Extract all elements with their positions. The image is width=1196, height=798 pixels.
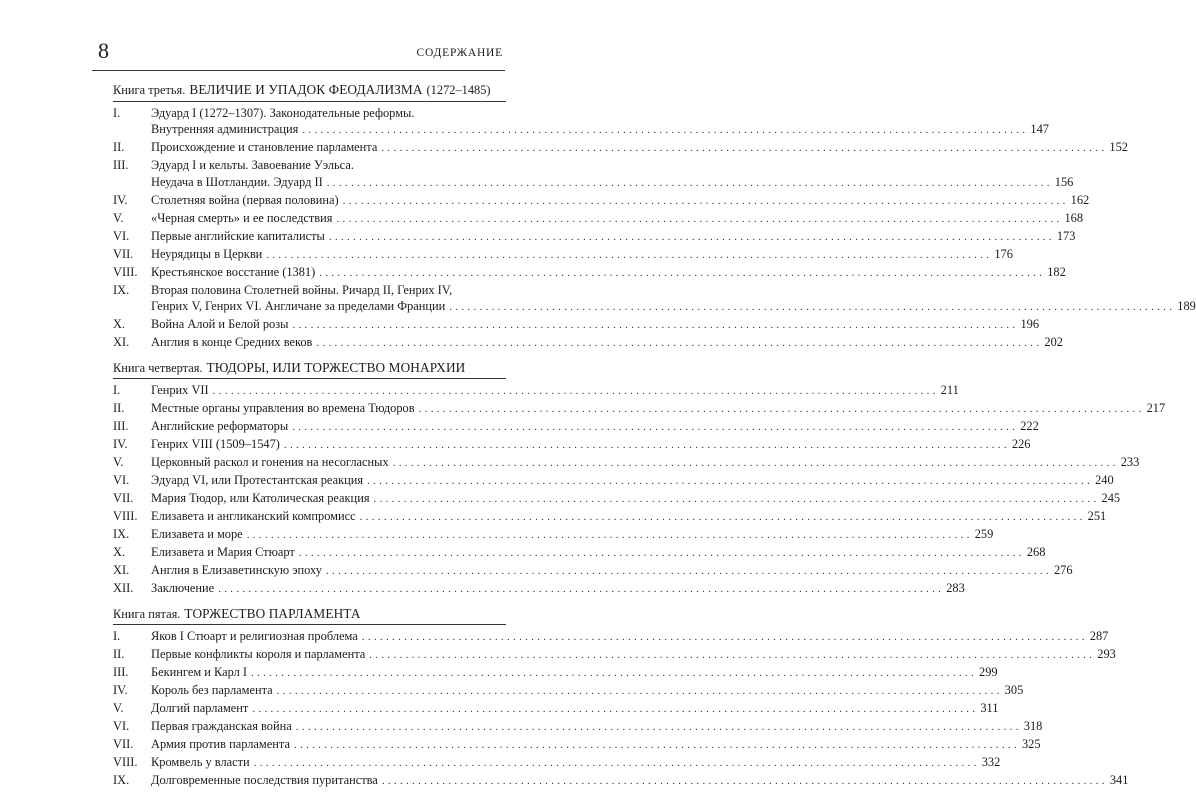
entry-body	[151, 580, 965, 598]
dot-leader: ........................................................................................................................	[253, 757, 980, 769]
chapter-numeral: V.	[113, 455, 124, 469]
chapter-title: Война Алой и Белой розы	[151, 317, 289, 331]
toc-entry	[113, 526, 994, 544]
entry-line	[151, 508, 1107, 526]
chapter-title: Первая гражданская война	[151, 719, 292, 733]
entry-body	[151, 772, 1129, 790]
book-title: ТЮДОРЫ, ИЛИ ТОРЖЕСТВО МОНАРХИИ	[206, 359, 466, 375]
toc-entry	[113, 210, 1084, 228]
entry-body	[151, 754, 1001, 772]
dot-leader: ........................................................................................................................	[283, 439, 1010, 451]
chapter-numeral: III.	[113, 158, 129, 172]
toc-entry	[113, 436, 1031, 454]
chapter-title: Вторая половина Столетней войны. Ричард II, Генрих IV,	[151, 282, 453, 297]
chapter-numeral: VIII.	[113, 509, 138, 523]
dot-leader: ........................................................................................................................	[316, 337, 1043, 349]
toc-entry	[113, 664, 998, 682]
chapter-title: Первые конфликты короля и парламента	[151, 647, 366, 661]
chapter-numeral: VI.	[113, 719, 130, 733]
chapter-title: Генрих VIII (1509–1547)	[151, 437, 280, 451]
toc-entry	[113, 418, 1039, 436]
chapter-title: Яков I Стюарт и религиозная проблема	[151, 629, 358, 643]
book-section	[113, 605, 1129, 790]
toc-entry	[113, 228, 1076, 246]
toc-entry	[113, 580, 965, 598]
chapter-title: Неурядицы в Церкви	[151, 246, 263, 261]
toc-entry	[113, 454, 1140, 472]
page-number-ref: 233	[1120, 455, 1140, 469]
entry-line	[151, 718, 1043, 736]
page-number-ref: 283	[946, 581, 965, 595]
page-number-ref: 189	[1177, 299, 1196, 313]
chapter-title: Крестьянское восстание (1381)	[151, 264, 316, 279]
page-number-ref: 245	[1101, 491, 1121, 505]
dot-leader: ........................................................................................................................	[381, 775, 1108, 787]
chapter-numeral: IV.	[113, 192, 128, 207]
page-number-ref: 287	[1089, 629, 1109, 643]
entry-body	[151, 400, 1166, 418]
entry-line	[151, 192, 1090, 210]
chapter-numeral: XI.	[113, 563, 130, 577]
toc-entry	[113, 562, 1073, 580]
chapter-numeral: V.	[113, 701, 124, 715]
dot-leader: ........................................................................................................................	[319, 266, 1046, 279]
book-heading	[113, 82, 506, 99]
entry-body	[151, 246, 1013, 264]
chapter-numeral: I.	[113, 105, 121, 120]
chapter-title: Генрих V, Генрих VI. Англичане за пределами Франции	[151, 299, 446, 313]
page-number-ref: 276	[1053, 563, 1073, 577]
entry-body	[151, 418, 1039, 436]
entry-line	[151, 246, 1013, 264]
book-rule	[113, 624, 506, 625]
entry-body	[151, 682, 1024, 700]
entry-body	[151, 508, 1107, 526]
entry-body	[151, 264, 1066, 282]
page-number-ref: 226	[1011, 437, 1031, 451]
chapter-numeral: VII.	[113, 491, 134, 505]
dot-leader: ........................................................................................................................	[293, 739, 1020, 751]
page-number-ref: 222	[1020, 419, 1039, 433]
chapter-numeral: VI.	[113, 473, 130, 487]
entry-line	[151, 139, 1128, 157]
dot-leader: ........................................................................................................................	[369, 649, 1096, 661]
book-years: (1272–1485)	[426, 83, 491, 97]
dot-leader: ........................................................................................................................	[252, 703, 979, 715]
toc-entry	[113, 628, 1109, 646]
toc-entry	[113, 754, 1001, 772]
entry-line	[151, 454, 1140, 472]
dot-leader: ........................................................................................................................	[381, 142, 1108, 154]
chapter-numeral: X.	[113, 545, 126, 559]
entry-line	[151, 754, 1001, 772]
chapter-title: Генрих VII	[151, 383, 209, 397]
dot-leader: ........................................................................................................................	[292, 319, 1019, 331]
book-section	[113, 82, 1196, 352]
toc-entry	[113, 700, 999, 718]
entry-body	[151, 139, 1128, 157]
entry-body	[151, 210, 1084, 228]
entry-line	[151, 334, 1063, 352]
entry-body	[151, 718, 1043, 736]
chapter-title: Внутренняя администрация	[151, 122, 299, 136]
dot-leader: ........................................................................................................................	[246, 529, 973, 541]
chapter-numeral: II.	[113, 401, 125, 415]
chapter-title: Долговременные последствия пуританства	[151, 773, 378, 787]
chapter-numeral: I.	[113, 383, 121, 397]
page-number-ref: 293	[1097, 647, 1116, 661]
entry-body	[151, 472, 1114, 490]
entry-line	[151, 105, 506, 122]
book-rule	[113, 101, 506, 102]
entry-body	[151, 646, 1116, 664]
entry-line	[151, 157, 506, 174]
entry-body	[151, 157, 1074, 191]
header-rule	[92, 70, 505, 71]
book-heading	[113, 606, 506, 623]
entry-line	[151, 121, 1049, 139]
chapter-title: Кромвель у власти	[151, 755, 250, 769]
dot-leader: ........................................................................................................................	[326, 176, 1053, 189]
book-name: Книга третья.	[113, 83, 186, 97]
dot-leader: ........................................................................................................................	[325, 565, 1052, 577]
table-of-contents	[113, 82, 1196, 798]
chapter-numeral: III.	[113, 665, 129, 679]
entry-body	[151, 382, 959, 400]
chapter-title: Неудача в Шотландии. Эдуард II	[151, 174, 323, 189]
entry-line	[151, 436, 1031, 454]
chapter-title: Заключение	[151, 581, 215, 595]
page-number-ref: 240	[1095, 473, 1114, 487]
entry-line	[151, 682, 1024, 700]
chapter-numeral: III.	[113, 419, 129, 433]
dot-leader: ........................................................................................................................	[276, 685, 1003, 697]
toc-entry	[113, 490, 1121, 508]
page-number-ref: 318	[1023, 719, 1043, 733]
toc-entry	[113, 544, 1046, 562]
entry-body	[151, 562, 1073, 580]
chapter-numeral: XI.	[113, 335, 130, 349]
dot-leader: ........................................................................................................................	[266, 248, 993, 261]
chapter-title: Армия против парламента	[151, 737, 290, 751]
entry-line	[151, 664, 998, 682]
page-number-ref: 217	[1146, 401, 1166, 415]
entry-line	[151, 382, 959, 400]
toc-entry	[113, 736, 1041, 754]
dot-leader: ........................................................................................................................	[251, 667, 978, 679]
dot-leader: ........................................................................................................................	[359, 511, 1086, 523]
chapter-title: Елизавета и Мария Стюарт	[151, 545, 295, 559]
toc-entry	[113, 772, 1129, 790]
toc-entry	[113, 334, 1063, 352]
chapter-numeral: V.	[113, 210, 124, 225]
chapter-numeral: IX.	[113, 282, 130, 297]
running-head: СОДЕРЖАНИЕ	[416, 47, 503, 59]
book-name: Книга пятая.	[113, 606, 181, 621]
chapter-numeral: VII.	[113, 246, 134, 261]
entry-line	[151, 298, 1196, 316]
entry-body	[151, 454, 1140, 472]
toc-entry	[113, 508, 1107, 526]
chapter-title: Эдуард VI, или Протестантская реакция	[151, 473, 364, 487]
entry-line	[151, 174, 1074, 192]
chapter-title: Елизавета и англиканский компромисс	[151, 509, 356, 523]
entry-line	[151, 400, 1166, 418]
chapter-numeral: VIII.	[113, 755, 138, 769]
entry-line	[151, 228, 1076, 246]
entry-line	[151, 736, 1041, 754]
entry-line	[151, 646, 1116, 664]
dot-leader: ........................................................................................................................	[342, 194, 1069, 207]
book-section	[113, 359, 1166, 598]
entry-line	[151, 526, 994, 544]
chapter-numeral: I.	[113, 629, 121, 643]
dot-leader: ........................................................................................................................	[298, 547, 1025, 559]
entry-line	[151, 580, 965, 598]
page-number-ref: 211	[940, 383, 959, 397]
page-number-ref: 196	[1020, 317, 1040, 331]
entry-body	[151, 192, 1090, 210]
entry-body	[151, 282, 1196, 316]
chapter-title: Англия в Елизаветинскую эпоху	[151, 563, 322, 577]
toc-entry	[113, 157, 1074, 191]
chapter-numeral: VIII.	[113, 264, 138, 279]
chapter-numeral: X.	[113, 317, 126, 331]
chapter-title: Столетняя война (первая половина)	[151, 192, 339, 207]
chapter-title: Мария Тюдор, или Католическая реакция	[151, 491, 370, 505]
entry-body	[151, 105, 1049, 139]
entry-line	[151, 210, 1084, 228]
dot-leader: ........................................................................................................................	[295, 721, 1022, 733]
entry-body	[151, 664, 998, 682]
toc-entry	[113, 682, 1024, 700]
chapter-title: Долгий парламент	[151, 701, 249, 715]
entry-line	[151, 316, 1040, 334]
chapter-title: Церковный раскол и гонения на несогласных	[151, 455, 389, 469]
toc-entry	[113, 316, 1040, 334]
toc-entry	[113, 282, 1196, 316]
page-number-ref: 156	[1054, 174, 1074, 189]
toc-entry	[113, 139, 1128, 157]
dot-leader: ........................................................................................................................	[212, 385, 939, 397]
entry-body	[151, 736, 1041, 754]
chapter-numeral: IV.	[113, 437, 128, 451]
book-title: ВЕЛИЧИЕ И УПАДОК ФЕОДАЛИЗМА	[189, 82, 423, 97]
page-number-ref: 168	[1064, 210, 1084, 225]
chapter-numeral: IV.	[113, 683, 128, 697]
book-title: ТОРЖЕСТВО ПАРЛАМЕНТА	[184, 605, 361, 621]
page-number-ref: 259	[974, 527, 994, 541]
chapter-title: Бекингем и Карл I	[151, 665, 248, 679]
chapter-title: Первые английские капиталисты	[151, 228, 325, 243]
chapter-title: Елизавета и море	[151, 527, 243, 541]
toc-entry	[113, 400, 1166, 418]
toc-entry	[113, 246, 1013, 264]
toc-entry	[113, 264, 1066, 282]
page-number-ref: 341	[1109, 773, 1129, 787]
dot-leader: ........................................................................................................................	[302, 124, 1029, 136]
page-number-ref: 152	[1109, 140, 1128, 154]
entry-body	[151, 544, 1046, 562]
dot-leader: ........................................................................................................................	[336, 212, 1063, 225]
page-number-ref: 305	[1004, 683, 1024, 697]
entry-line	[151, 544, 1046, 562]
entry-line	[151, 264, 1066, 282]
page-number-ref: 147	[1030, 122, 1049, 136]
chapter-numeral: II.	[113, 647, 125, 661]
page-number-ref: 299	[979, 665, 998, 679]
dot-leader: ........................................................................................................................	[373, 493, 1100, 505]
dot-leader: ........................................................................................................................	[418, 403, 1145, 415]
entry-line	[151, 772, 1129, 790]
dot-leader: ........................................................................................................................	[328, 230, 1055, 243]
chapter-numeral: IX.	[113, 527, 130, 541]
page-number-ref: 325	[1021, 737, 1041, 751]
page-number-ref: 176	[994, 246, 1013, 261]
toc-entry	[113, 646, 1116, 664]
chapter-title: «Черная смерть» и ее последствия	[151, 210, 333, 225]
page-number-ref: 162	[1070, 192, 1090, 207]
toc-entry	[113, 472, 1114, 490]
chapter-numeral: II.	[113, 140, 125, 154]
toc-entry	[113, 718, 1043, 736]
entry-body	[151, 628, 1109, 646]
chapter-numeral: IX.	[113, 773, 130, 787]
entry-body	[151, 700, 999, 718]
page-number: 8	[98, 38, 109, 63]
page-number-ref: 182	[1047, 264, 1066, 279]
book-name: Книга четвертая.	[113, 360, 203, 375]
page-number-ref: 173	[1056, 228, 1076, 243]
page-number-ref: 332	[981, 755, 1001, 769]
entry-line	[151, 490, 1121, 508]
entry-body	[151, 490, 1121, 508]
chapter-title: Английские реформаторы	[151, 419, 289, 433]
chapter-numeral: VII.	[113, 737, 134, 751]
dot-leader: ........................................................................................................................	[367, 475, 1094, 487]
chapter-title: Англия в конце Средних веков	[151, 335, 313, 349]
entry-line	[151, 418, 1039, 436]
book-rule	[113, 378, 506, 379]
entry-line	[151, 700, 999, 718]
entry-body	[151, 316, 1040, 334]
entry-line	[151, 472, 1114, 490]
page-number-ref: 251	[1087, 509, 1107, 523]
chapter-title: Эдуард I (1272–1307). Законодательные реформы.	[151, 105, 415, 120]
chapter-title: Эдуард I и кельты. Завоевание Уэльса.	[151, 158, 354, 172]
entry-body	[151, 436, 1031, 454]
dot-leader: ........................................................................................................................	[392, 457, 1119, 469]
chapter-title: Происхождение и становление парламента	[151, 140, 378, 154]
toc-entry	[113, 105, 1049, 139]
chapter-numeral: XII.	[113, 581, 134, 595]
entry-body	[151, 526, 994, 544]
chapter-title: Местные органы управления во времена Тюдоров	[151, 401, 415, 415]
entry-line	[151, 628, 1109, 646]
entry-body	[151, 334, 1063, 352]
chapter-numeral: VI.	[113, 228, 130, 243]
entry-line	[151, 562, 1073, 580]
page-number-ref: 311	[980, 701, 999, 715]
dot-leader: ........................................................................................................................	[292, 421, 1019, 433]
page-number-ref: 202	[1044, 335, 1063, 349]
chapter-title: Король без парламента	[151, 683, 273, 697]
book-heading	[113, 360, 506, 377]
entry-line	[151, 282, 506, 299]
dot-leader: ........................................................................................................................	[361, 631, 1088, 643]
dot-leader: ........................................................................................................................	[218, 583, 945, 595]
dot-leader: ........................................................................................................................	[449, 301, 1176, 313]
toc-entry	[113, 382, 959, 400]
page-number-ref: 268	[1026, 545, 1046, 559]
toc-entry	[113, 192, 1090, 210]
entry-body	[151, 228, 1076, 246]
